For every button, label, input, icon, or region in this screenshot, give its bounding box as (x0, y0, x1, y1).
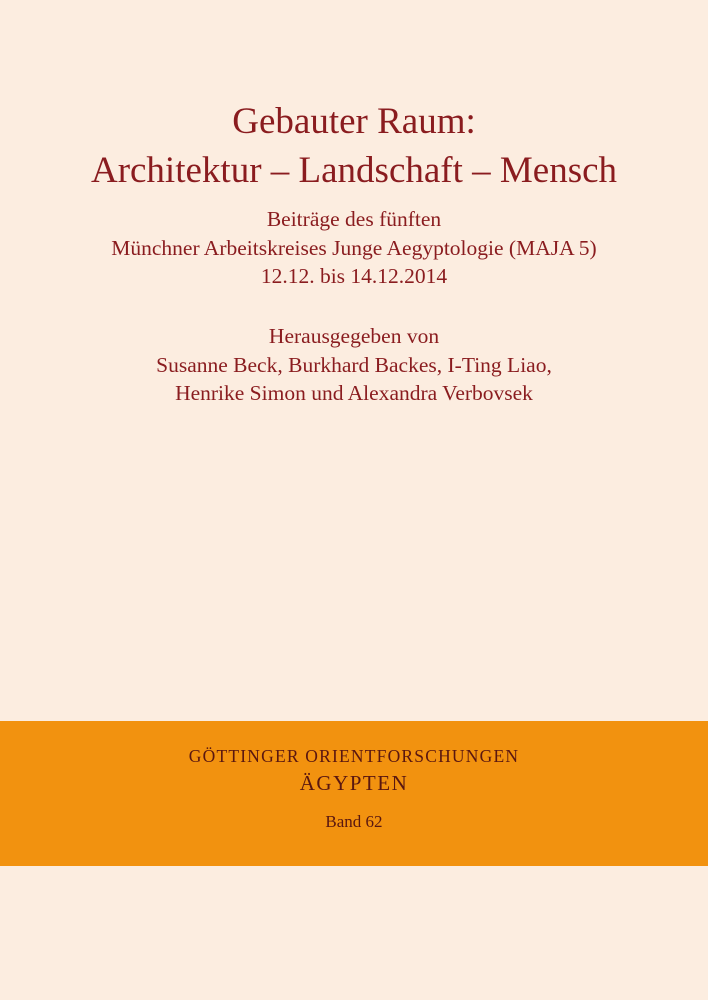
editors-line-2: Susanne Beck, Burkhard Backes, I-Ting Liao, (156, 352, 552, 377)
subtitle-line-2: Münchner Arbeitskreises Junge Aegyptologie (MAJA 5) (111, 235, 597, 260)
editors-line-3: Henrike Simon und Alexandra Verbovsek (175, 381, 533, 405)
title-line-2: Architektur – Landschaft – Mensch (90, 150, 618, 191)
series-subseries: ÄGYPTEN (299, 771, 409, 795)
editors-line-1: Herausgegeben von (268, 324, 440, 348)
series-volume: Band 62 (325, 812, 383, 831)
book-title (0, 97, 708, 195)
book-editors (0, 322, 708, 408)
title-line-1: Gebauter Raum: (232, 101, 476, 142)
subtitle-line-3: 12.12. bis 14.12.2014 (260, 264, 448, 288)
subtitle-line-1: Beiträge des fünften (266, 207, 442, 231)
series-name: GÖTTINGER ORIENTFORSCHUNGEN (188, 746, 520, 766)
book-subtitle (0, 205, 708, 291)
